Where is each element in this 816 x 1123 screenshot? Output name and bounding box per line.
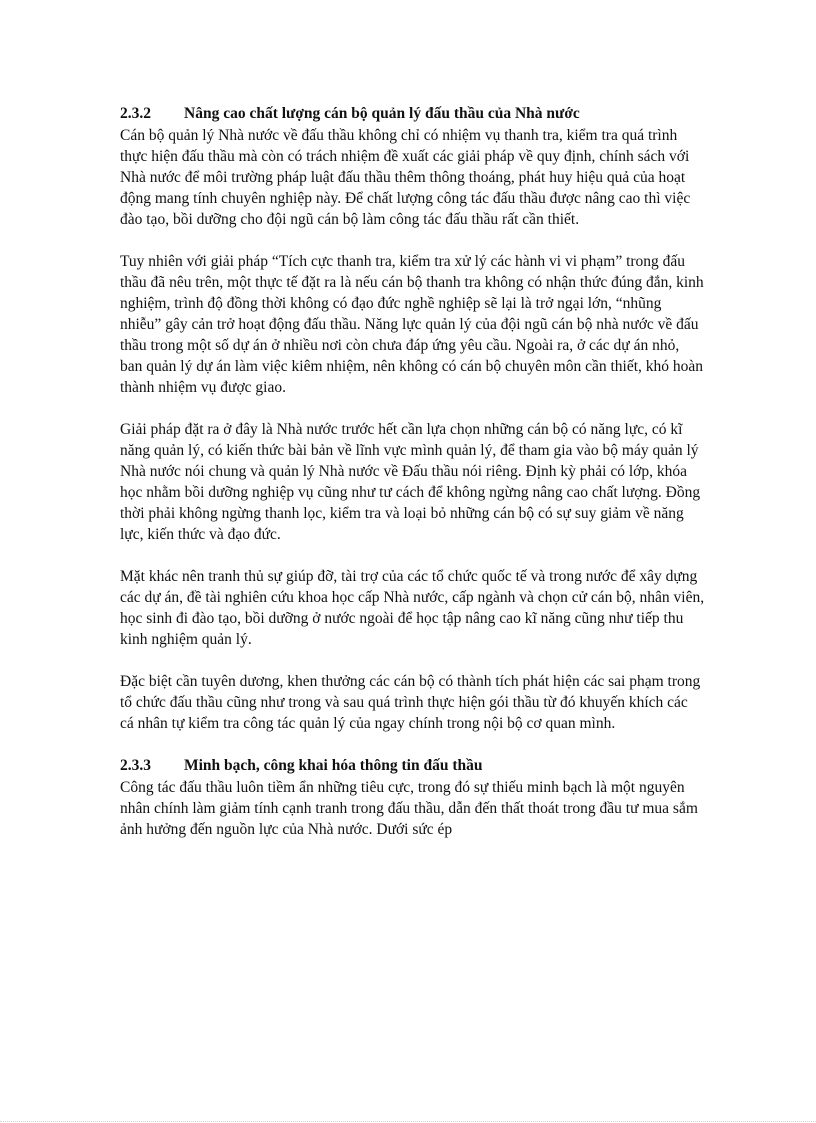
section-heading-2-3-2 [120,103,705,125]
page-content [120,103,705,861]
paragraph: Đặc biệt cần tuyên dương, khen thưởng các cán bộ có thành tích phát hiện các sai phạm trong tổ chức đấu thầu cũng như trong và sau quá trình thực hiện gói thầu từ đó khuyến khích các cá nhân tự kiểm tra công tác quản lý của ngay chính trong nội bộ cơ quan mình. [120,673,701,732]
section-heading-2-3-3 [120,755,705,777]
paragraph: Giải pháp đặt ra ở đây là Nhà nước trước hết cần lựa chọn những cán bộ có năng lực, có kĩ năng quản lý, có kiến thức bài bản về lĩnh vực mình quản lý, để tham gia vào bộ máy quản lý Nhà nước nói chung và quản lý Nhà nước về Đấu thầu nói riêng. Định kỳ phải có lớp, khóa học nhằm bồi dưỡng nghiệp vụ cũng như tư cách để không ngừng nâng cao chất lượng. Đồng thời phải không ngừng thanh lọc, kiểm tra và loại bỏ những cán bộ có sự suy giảm về năng lực, kiến thức và đạo đức. [120,421,701,543]
paragraph: Mặt khác nên tranh thủ sự giúp đỡ, tài trợ của các tổ chức quốc tế và trong nước để xây dựng các dự án, đề tài nghiên cứu khoa học cấp Nhà nước, cấp ngành và chọn cử cán bộ, nhân viên, học sinh đi đào tạo, bồi dưỡng ở nước ngoài để học tập nâng cao kĩ năng cũng như tiếp thu kinh nghiệm quản lý. [120,568,705,648]
section-number: 2.3.2 [120,105,151,122]
paragraph: Cán bộ quản lý Nhà nước về đấu thầu không chỉ có nhiệm vụ thanh tra, kiểm tra quá trình thực hiện đấu thầu mà còn có trách nhiệm đề xuất các giải pháp về quy định, chính sách với Nhà nước để môi trường pháp luật đấu thầu thêm thông thoáng, phát huy hiệu quả của hoạt động mang tính chuyên nghiệp này. Để chất lượng công tác đấu thầu được nâng cao thì việc đào tạo, bồi dưỡng cho đội ngũ cán bộ làm công tác đấu thầu rất cần thiết. [120,127,691,228]
section-title: Nâng cao chất lượng cán bộ quản lý đấu thầu của Nhà nước [184,105,580,122]
section-title: Minh bạch, công khai hóa thông tin đấu thầu [184,757,483,774]
paragraph: Công tác đấu thầu luôn tiềm ẩn những tiêu cực, trong đó sự thiếu minh bạch là một nguyên nhân chính làm giảm tính cạnh tranh trong đấu thầu, dẫn đến thất thoát trong đầu tư mua sắm ảnh hưởng đến nguồn lực của Nhà nước. Dưới sức ép [120,779,698,838]
section-number: 2.3.3 [120,757,151,774]
paragraph: Tuy nhiên với giải pháp “Tích cực thanh tra, kiểm tra xử lý các hành vi vi phạm” trong đấu thầu đã nêu trên, một thực tế đặt ra là nếu cán bộ thanh tra không có nhận thức đúng đắn, kinh nghiệm, trình độ đồng thời không có đạo đức nghề nghiệp sẽ lại là trở ngại lớn, “nhũng nhiễu” gây cản trở hoạt động đấu thầu. Năng lực quản lý của đội ngũ cán bộ nhà nước về đấu thầu trong một số dự án ở nhiều nơi còn chưa đáp ứng yêu cầu. Ngoài ra, ở các dự án nhỏ, ban quản lý dự án làm việc kiêm nhiệm, nên không có cán bộ chuyên môn cần thiết, khó hoàn thành nhiệm vụ được giao. [120,253,704,396]
page-bottom-border [0,1121,816,1122]
